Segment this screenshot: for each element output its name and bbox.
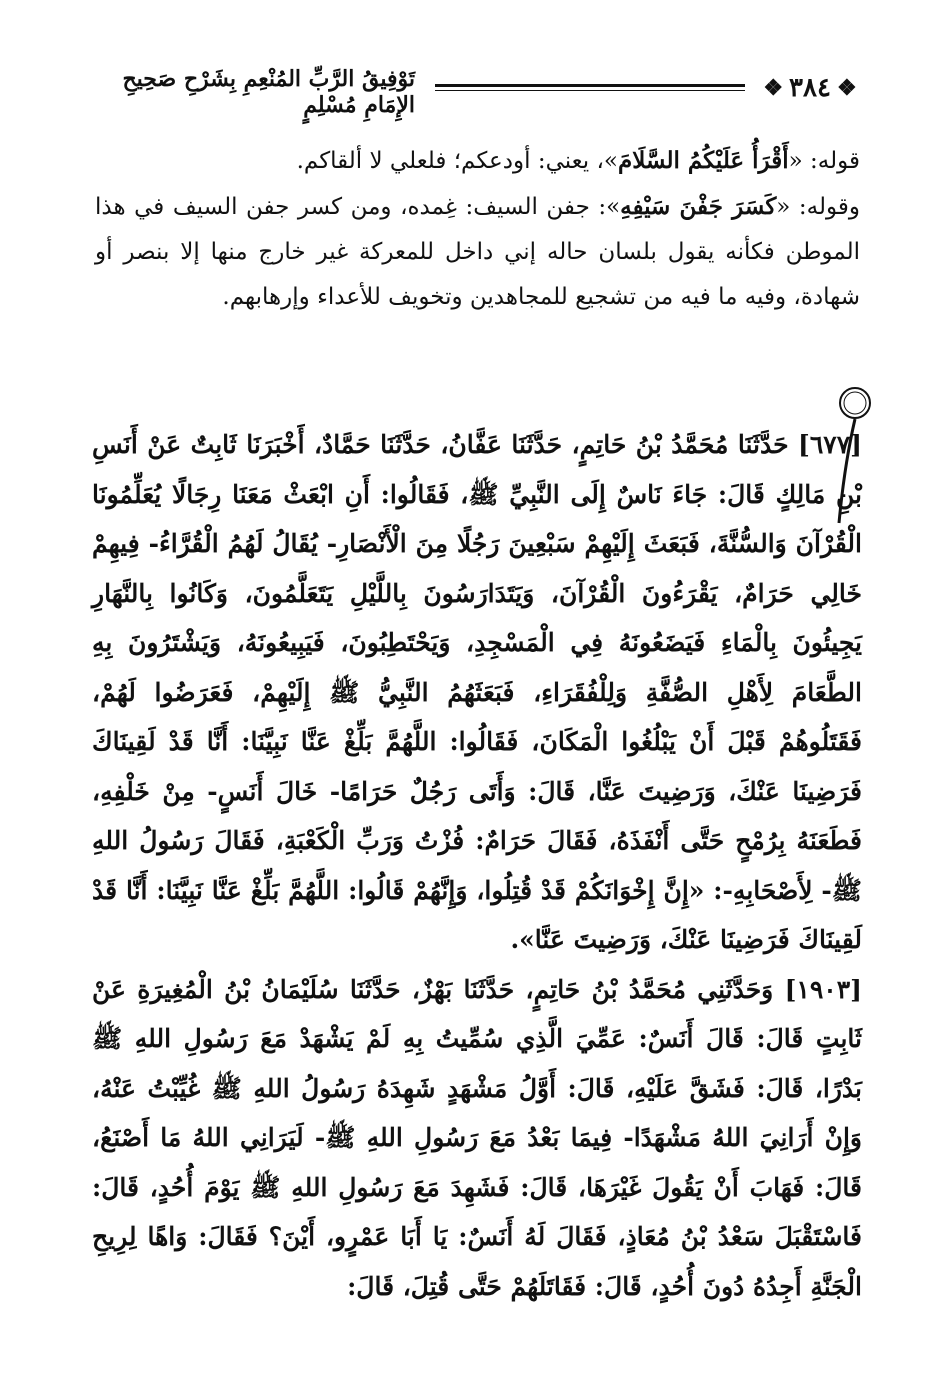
hadith-paragraph (92, 965, 862, 1312)
ornament-icon: ❖ (763, 75, 784, 101)
header-divider (435, 84, 745, 87)
commentary-quote: أَقْرَأُ عَلَيْكُمُ السَّلَامَ (617, 147, 789, 174)
commentary-text: »: جفن السيف: غِمده، ومن كسر جفن السيف في هذا الموطن فكأنه يقول بلسان حاله إني داخل للمعركة غير خارج منها إلا بنصر أو شهادة، وفيه ما فيه من تشجيع للمجاهدين وتخويف للأعداء وإرهابهم. (95, 194, 860, 310)
commentary-lead: وقوله: « (776, 194, 860, 220)
hadith-text: وَحَدَّثَنِي مُحَمَّدُ بْنُ حَاتِمٍ، حَدَّثَنَا بَهْزٌ، حَدَّثَنَا سُلَيْمَانُ بْنُ الْمُغِيرَةِ عَنْ ثَابِتٍ قَالَ: قَالَ أَنَسٌ: عَمِّيَ الَّذِي سُمِّيتُ بِهِ لَمْ يَشْهَدْ مَعَ رَسُولِ اللهِ ﷺ بَدْرًا، قَالَ: فَشَقَّ عَلَيْهِ، قَالَ: أَوَّلُ مَشْهَدٍ شَهِدَهُ رَسُولُ اللهِ ﷺ غُيِّبْتُ عَنْهُ، وَإِنْ أَرَانِيَ اللهُ مَشْهَدًا- فِيمَا بَعْدُ مَعَ رَسُولِ اللهِ ﷺ- لَيَرَانِي اللهُ مَا أَصْنَعُ، قَالَ: فَهَابَ أَنْ يَقُولَ غَيْرَهَا، قَالَ: فَشَهِدَ مَعَ رَسُولِ اللهِ ﷺ يَوْمَ أُحُدٍ، قَالَ: فَاسْتَقْبَلَ سَعْدُ بْنُ مُعَاذٍ، فَقَالَ لَهُ أَنَسٌ: يَا أَبَا عَمْرٍو، أَيْنَ؟ فَقَالَ: وَاهًا لِرِيحِ الْجَنَّةِ أَجِدُهُ دُونَ أُحُدٍ، قَالَ: فَقَاتَلَهُمْ حَتَّى قُتِلَ، قَالَ: (92, 974, 862, 1301)
hadith-text-block (92, 420, 862, 1311)
commentary-quote: كَسَرَ جَفْنَ سَيْفِهِ (620, 193, 777, 220)
commentary-text: »، يعني: أودعكم؛ فلعلي لا ألقاكم. (296, 148, 618, 174)
ornament-icon: ❖ (836, 75, 857, 101)
commentary-paragraph (95, 138, 860, 184)
page-header (95, 60, 860, 130)
commentary-paragraph (95, 184, 860, 320)
hadith-number: [١٩٠٣] (784, 974, 862, 1004)
hadith-paragraph (92, 420, 862, 965)
page-number-box (760, 68, 860, 108)
hadith-text: حَدَّثَنَا مُحَمَّدُ بْنُ حَاتِمٍ، حَدَّثَنَا عَفَّانُ، حَدَّثَنَا حَمَّادٌ، أَخْبَرَنَا ثَابِتٌ عَنْ أَنَسِ بْنِ مَالِكٍ قَالَ: جَاءَ نَاسٌ إِلَى النَّبِيِّ ﷺ، فَقَالُوا: أَنِ ابْعَثْ مَعَنَا رِجَالًا يُعَلِّمُونَا الْقُرْآنَ وَالسُّنَّةَ، فَبَعَثَ إِلَيْهِمْ سَبْعِينَ رَجُلًا مِنَ الْأَنْصَارِ- يُقَالُ لَهُمُ الْقُرَّاءُ- فِيهِمْ خَالِي حَرَامٌ، يَقْرَءُونَ الْقُرْآنَ، وَيَتَدَارَسُونَ بِاللَّيْلِ يَتَعَلَّمُونَ، وَكَانُوا بِالنَّهَارِ يَجِيئُونَ بِالْمَاءِ فَيَضَعُونَهُ فِي الْمَسْجِدِ، وَيَحْتَطِبُونَ، فَيَبِيعُونَهُ، وَيَشْتَرُونَ بِهِ الطَّعَامَ لِأَهْلِ الصُّفَّةِ وَلِلْفُقَرَاءِ، فَبَعَثَهُمُ النَّبِيُّ ﷺ إِلَيْهِمْ، فَعَرَضُوا لَهُمْ، فَقَتَلُوهُمْ قَبْلَ أَنْ يَبْلُغُوا الْمَكَانَ، فَقَالُوا: اللَّهُمَّ بَلِّغْ عَنَّا نَبِيَّنَا: أَنَّا قَدْ لَقِينَاكَ فَرَضِينَا عَنْكَ، وَرَضِيتَ عَنَّا، قَالَ: وَأَتَى رَجُلٌ حَرَامًا- خَالَ أَنَسٍ- مِنْ خَلْفِهِ، فَطَعَنَهُ بِرُمْحٍ حَتَّى أَنْفَذَهُ، فَقَالَ حَرَامٌ: فُزْتُ وَرَبِّ الْكَعْبَةِ، فَقَالَ رَسُولُ اللهِ ﷺ- لِأَصْحَابِهِ-: «إِنَّ إِخْوَانَكُمْ قَدْ قُتِلُوا، وَإِنَّهُمْ قَالُوا: اللَّهُمَّ بَلِّغْ عَنَّا نَبِيَّنَا: أَنَّا قَدْ لَقِينَاكَ فَرَضِينَا عَنْكَ، وَرَضِيتَ عَنَّا». (92, 430, 863, 954)
page-number: ٣٨٤ (789, 73, 831, 103)
hadith-number: [٦٧٧] (798, 430, 862, 459)
book-title: تَوْفِيقُ الرَّبِّ المُنْعِمِ بِشَرْحِ صَحِيحِ الإِمَامِ مُسْلِمٍ (122, 66, 415, 118)
commentary-lead: قوله: « (788, 148, 860, 174)
commentary (95, 138, 860, 320)
